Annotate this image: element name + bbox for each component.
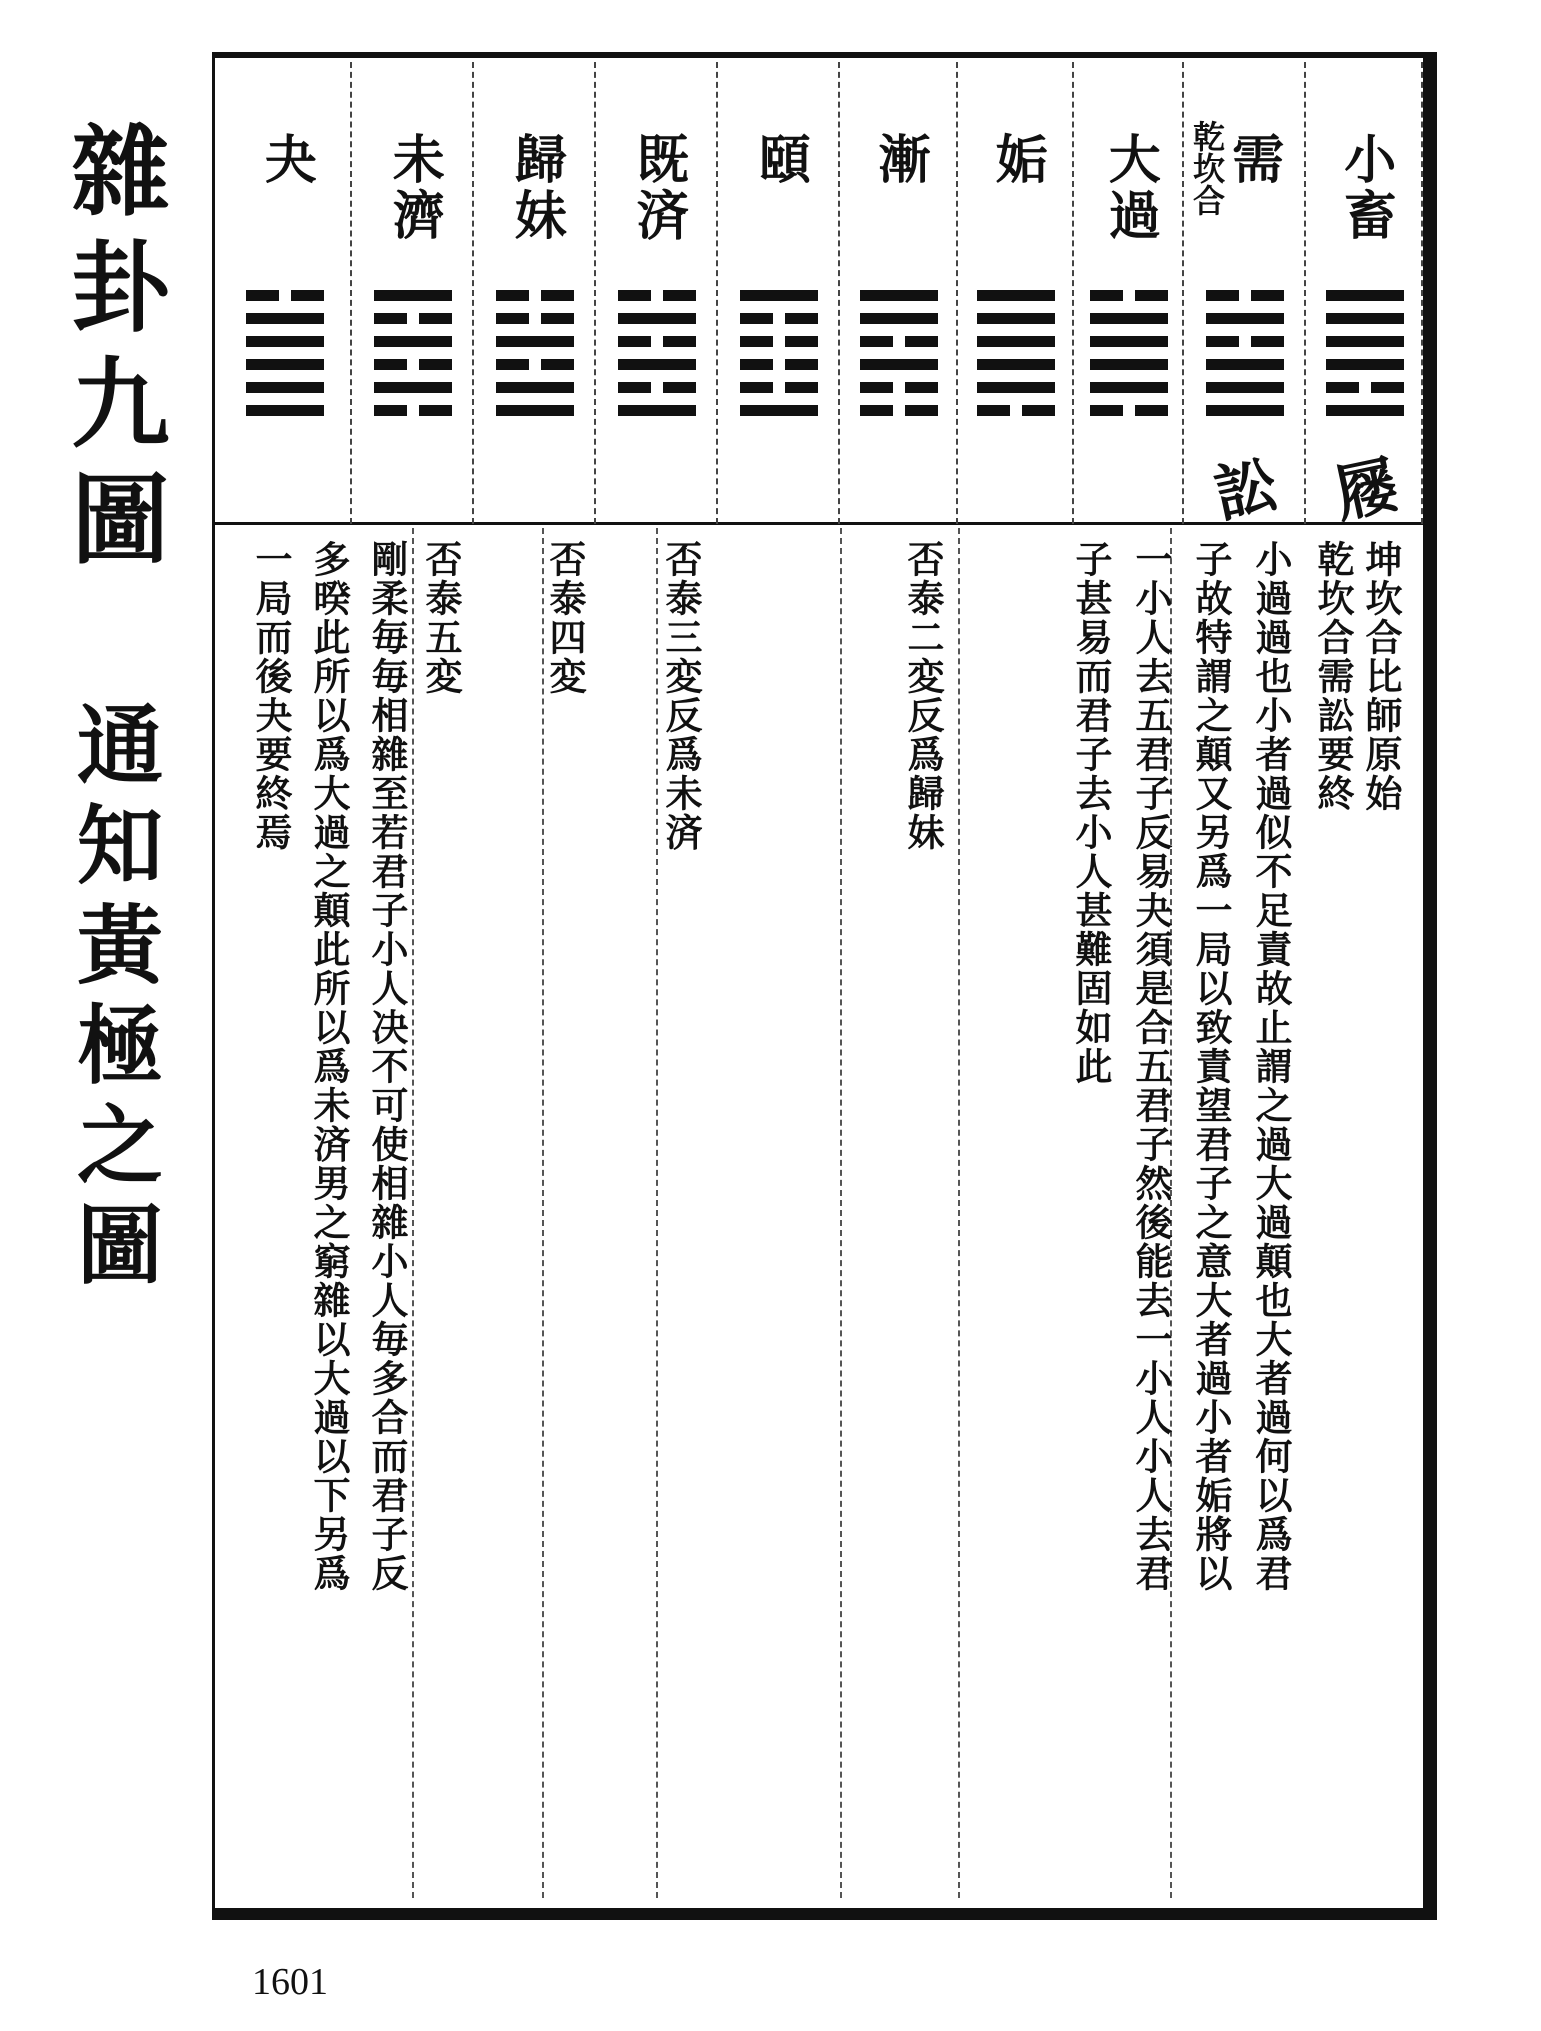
yang-line xyxy=(1206,405,1284,416)
commentary-column: 剛柔毎毎相雜至若君子小人决不可使相雜小人毎多合而君子反 xyxy=(365,540,409,1593)
yang-line xyxy=(374,290,452,301)
yang-line xyxy=(977,290,1055,301)
yang-line xyxy=(860,359,938,370)
yin-line xyxy=(618,382,696,393)
yin-line xyxy=(374,313,452,324)
yin-line xyxy=(1206,290,1284,301)
hexagram-name: 漸 xyxy=(869,132,931,188)
yang-line xyxy=(246,405,324,416)
hexagram-name: 小畜 xyxy=(1334,132,1396,244)
commentary-column: 小過過也小者過似不足責故止謂之過大過顛也大者過何以爲君 xyxy=(1249,540,1293,1593)
commentary-column: 一小人去五君子反易夬須是合五君子然後能去一小人小人去君 xyxy=(1129,540,1173,1593)
header-cell xyxy=(840,52,958,524)
yin-line xyxy=(740,336,818,347)
yang-line xyxy=(860,290,938,301)
yin-line xyxy=(860,405,938,416)
commentary-column: 子故特謂之顛又另爲一局以致責望君子之意大者過小者姤將以 xyxy=(1189,540,1233,1593)
yang-line xyxy=(496,382,574,393)
yang-line xyxy=(1090,382,1168,393)
commentary-column: 坤坎合比師原始 xyxy=(1359,540,1403,813)
yang-line xyxy=(246,382,324,393)
yin-line xyxy=(740,313,818,324)
yang-line xyxy=(740,290,818,301)
yang-line xyxy=(1326,359,1404,370)
header-cell xyxy=(958,52,1074,524)
hexagram-symbol xyxy=(496,290,574,428)
yang-line xyxy=(618,313,696,324)
hexagram-name: 夬 xyxy=(255,132,317,188)
commentary-column: 否泰三変反爲未済 xyxy=(659,540,703,852)
hexagram-header-row xyxy=(212,52,1437,532)
header-cell xyxy=(218,52,352,524)
margin-title: 雜卦九圖 xyxy=(55,120,170,584)
commentary-column: 否泰二変反爲歸妹 xyxy=(901,540,945,852)
yang-line xyxy=(246,336,324,347)
yang-line xyxy=(860,313,938,324)
hexagram-symbol xyxy=(977,290,1055,428)
hexagram-symbol xyxy=(1090,290,1168,428)
yang-line xyxy=(618,405,696,416)
yang-line xyxy=(618,359,696,370)
yang-line xyxy=(374,336,452,347)
yin-line xyxy=(740,359,818,370)
commentary-column: 否泰四変 xyxy=(543,540,587,696)
yang-line xyxy=(977,336,1055,347)
hexagram-name: 頤 xyxy=(749,132,811,188)
header-note: 乾坎合 xyxy=(1188,120,1226,216)
yang-line xyxy=(246,313,324,324)
yang-line xyxy=(1206,382,1284,393)
yin-line xyxy=(860,336,938,347)
yin-line xyxy=(740,382,818,393)
yin-line xyxy=(1090,405,1168,416)
yang-line xyxy=(1206,359,1284,370)
yin-line xyxy=(1326,382,1404,393)
yang-line xyxy=(1326,336,1404,347)
yin-line xyxy=(496,313,574,324)
header-cell xyxy=(596,52,718,524)
yang-line xyxy=(740,405,818,416)
yin-line xyxy=(1206,336,1284,347)
yang-line xyxy=(496,336,574,347)
hexagram-mark: 訟 xyxy=(1208,447,1284,532)
commentary-column: 否泰五変 xyxy=(419,540,463,696)
hexagram-symbol xyxy=(860,290,938,428)
yang-line xyxy=(977,382,1055,393)
yin-line xyxy=(374,359,452,370)
yin-line xyxy=(860,382,938,393)
yang-line xyxy=(496,405,574,416)
yang-line xyxy=(1326,405,1404,416)
yang-line xyxy=(977,313,1055,324)
commentary-column: 一局而後夬要終焉 xyxy=(249,540,293,852)
page-frame xyxy=(212,52,1437,1920)
commentary-column: 子甚易而君子去小人甚難固如此 xyxy=(1069,540,1113,1086)
header-cell xyxy=(352,52,474,524)
yang-line xyxy=(246,359,324,370)
yang-line xyxy=(1090,336,1168,347)
yin-line xyxy=(1090,290,1168,301)
margin-subtitle: 通知黃極之圖 xyxy=(62,700,163,1300)
page-number: 1601 xyxy=(252,1961,328,2003)
hexagram-name: 大過 xyxy=(1099,132,1161,244)
yin-line xyxy=(618,290,696,301)
hexagram-name: 姤 xyxy=(986,132,1048,188)
yang-line xyxy=(374,382,452,393)
commentary-column: 多暌此所以爲大過之顛此所以爲未済男之窮雜以大過以下另爲 xyxy=(307,540,351,1593)
hexagram-name: 未濟 xyxy=(383,132,445,244)
hexagram-symbol xyxy=(1206,290,1284,428)
yin-line xyxy=(618,336,696,347)
header-cell xyxy=(718,52,840,524)
yang-line xyxy=(1206,313,1284,324)
yang-line xyxy=(977,359,1055,370)
hexagram-symbol xyxy=(740,290,818,428)
header-cell xyxy=(474,52,596,524)
hexagram-mark: 屦 xyxy=(1327,447,1404,532)
hexagram-name: 既済 xyxy=(627,132,689,244)
header-cell xyxy=(1184,52,1306,532)
header-cell xyxy=(1074,52,1184,524)
yang-line xyxy=(1090,313,1168,324)
commentary-column: 乾坎合需訟要終 xyxy=(1311,540,1355,813)
yin-line xyxy=(374,405,452,416)
yang-line xyxy=(1090,359,1168,370)
yin-line xyxy=(246,290,324,301)
yang-line xyxy=(1326,313,1404,324)
yin-line xyxy=(977,405,1055,416)
hexagram-symbol xyxy=(618,290,696,428)
hexagram-name: 歸妹 xyxy=(505,132,567,244)
hexagram-symbol xyxy=(374,290,452,428)
yin-line xyxy=(496,290,574,301)
hexagram-symbol xyxy=(246,290,324,428)
header-cell xyxy=(1306,52,1423,532)
hexagram-symbol xyxy=(1326,290,1404,428)
yin-line xyxy=(496,359,574,370)
yang-line xyxy=(1326,290,1404,301)
hexagram-name: 需 xyxy=(1222,132,1284,188)
